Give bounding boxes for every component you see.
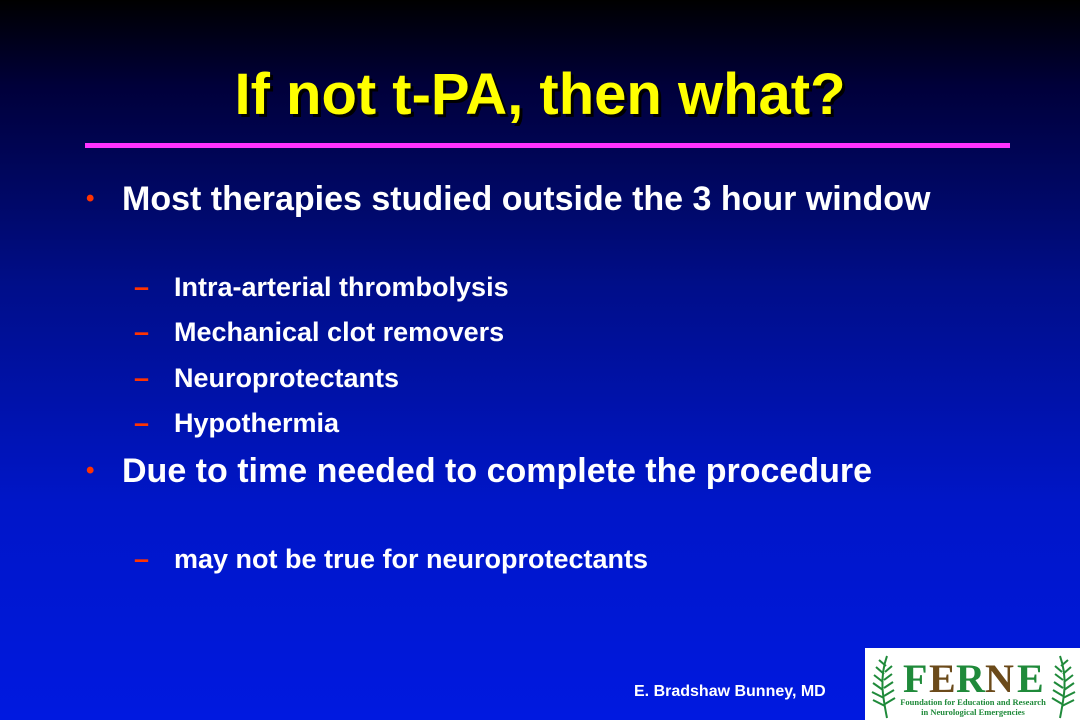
fern-icon bbox=[1052, 656, 1075, 718]
title-divider bbox=[85, 143, 1010, 148]
sub-bullet-item: Hypothermia bbox=[174, 408, 340, 438]
logo-letter: N bbox=[985, 656, 1014, 701]
logo-letter: R bbox=[956, 656, 985, 701]
fern-icon bbox=[872, 656, 895, 718]
sub-bullet-item: Mechanical clot removers bbox=[174, 317, 505, 347]
logo-letter: F bbox=[903, 656, 928, 701]
bullet-item-2: Due to time needed to complete the procedure bbox=[122, 452, 873, 490]
sub-bullet-item: may not be true for neuroprotectants bbox=[174, 544, 649, 574]
sub-bullet-marker: – bbox=[134, 272, 150, 302]
bullet-marker: • bbox=[86, 185, 95, 212]
logo-letter: E bbox=[929, 656, 956, 701]
sub-bullet-marker: – bbox=[134, 544, 150, 574]
logo-tagline-2: in Neurological Emergencies bbox=[921, 707, 1025, 717]
logo-tagline-1: Foundation for Education and Research bbox=[900, 697, 1046, 707]
sub-bullet-item: Intra-arterial thrombolysis bbox=[174, 272, 509, 302]
bullet-marker: • bbox=[86, 457, 95, 484]
slide-title: If not t-PA, then what? bbox=[234, 62, 846, 127]
sub-bullet-item: Neuroprotectants bbox=[174, 363, 400, 393]
logo-letter: E bbox=[1017, 656, 1044, 701]
author-credit: E. Bradshaw Bunney, MD bbox=[634, 683, 826, 700]
sub-bullet-marker: – bbox=[134, 317, 150, 347]
sub-bullet-marker: – bbox=[134, 363, 150, 393]
sub-bullet-marker: – bbox=[134, 408, 150, 438]
bullet-item-1: Most therapies studied outside the 3 hour window bbox=[122, 180, 931, 218]
ferne-logo-graphic bbox=[865, 648, 1080, 720]
ferne-logo bbox=[865, 648, 1080, 720]
